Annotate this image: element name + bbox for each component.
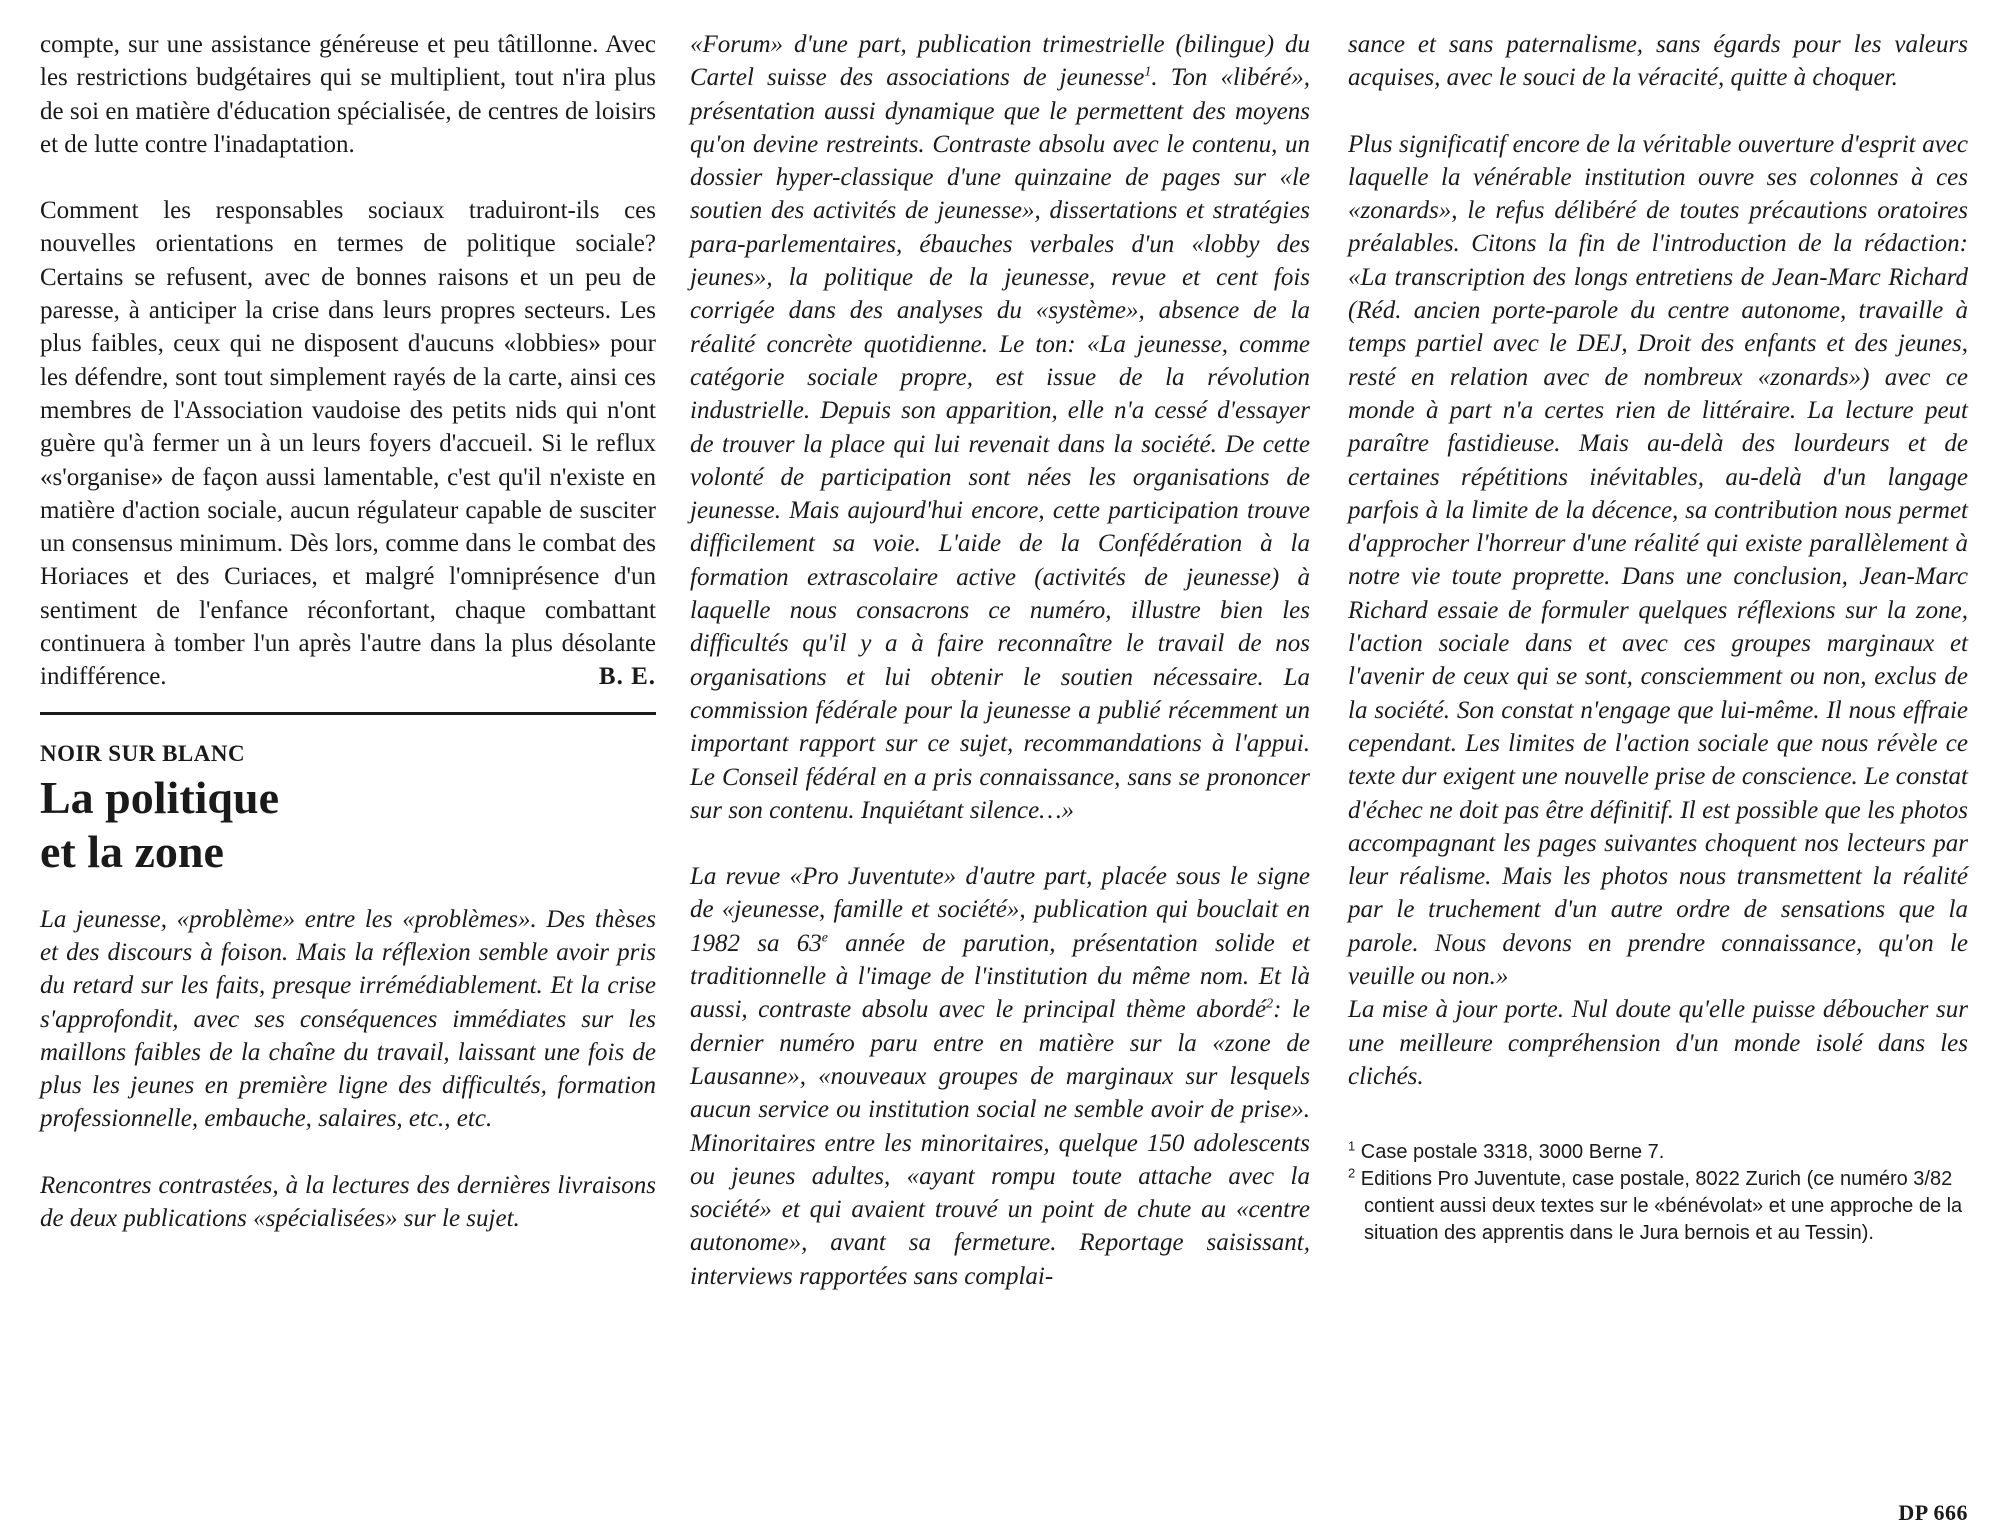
author-signature: B. E. <box>598 663 656 691</box>
paragraph-encounters: Rencontres contrastées, à la lectures des dernières livraisons de deux publications «spécialisées» sur le sujet. <box>40 1171 656 1233</box>
paragraph-continuation: sance et sans paternalisme, sans égards pour les valeurs acquises, avec le souci de la véracité, quitte à choquer. <box>1348 31 1968 92</box>
page-folio: DP 666 <box>1898 1500 1968 1525</box>
paragraph-gap <box>40 161 656 194</box>
footnotes <box>1348 1139 1968 1247</box>
forum-text-rest: . Ton «libéré», présentation aussi dynamique que le permettent des moyens qu'on devine restreints. Contraste absolu avec le contenu, un dossier hyper-classique d'une quinzaine de pages sur «le soutien des activités de jeunesse», dissertations et stratégies para-parlementaires, ébauches verbales d'un «lobby des jeunes», la politique de la jeunesse, revue et cent fois corrigée dans des analyses du «système», absence de la réalité concrète quotidienne. Le ton: «La jeunesse, comme catégorie sociale propre, est issue de la révolution industrielle. Depuis son apparition, elle n'a cessé d'essayer de trouver la place qui lui revenait dans la société. De cette volonté de participation sont nées les organisations de jeunesse. Mais aujourd'hui encore, cette participation trouve difficilement sa voie. L'aide de la Confédération à la formation extrascolaire active (activités de jeunesse) à laquelle nous consacrons ce numéro, illustre bien les difficultés qu'il y a à faire reconnaître le travail de nos organisations et lui obtenir le soutien nécessaire. La commission fédérale pour la jeunesse a publié récemment un important rapport sur ce sujet, recommandations à l'appui. Le Conseil fédéral en a pris connaissance, sans se prononcer sur son contenu. Inquiétant silence…» <box>690 64 1311 824</box>
footnote-1-mark: 1 <box>1348 1138 1356 1154</box>
footnote-ref-1: 1 <box>1144 64 1152 80</box>
pj-text-start: La revue «Pro Juventute» d'autre part, placée sous le signe de «jeunesse, famille et société», publication qui bouclait en 1982 sa 63 <box>690 863 1310 957</box>
section-rubric: NOIR SUR BLANC <box>40 740 246 766</box>
footnote-1-text: Case postale 3318, 3000 Berne 7. <box>1355 1141 1665 1164</box>
pj-text-middle: année de parution, présentation solide et traditionnelle à l'image de l'institution du même nom. Et là aussi, contraste absolu avec le principal thème abordé <box>690 929 1310 1024</box>
ordinal-suffix: e <box>821 930 828 946</box>
footnote-2-text: Editions Pro Juventute, case postale, 8022 Zurich (ce numéro 3/82 contient aussi deux textes sur le «bénévolat» et une approche de la situation des apprentis dans le Jura bernois et au Tessin). <box>1355 1168 1963 1245</box>
column-left <box>40 28 656 1235</box>
column-right <box>1348 28 1968 1247</box>
footnote-1 <box>1348 1139 1968 1166</box>
section-divider <box>40 712 656 715</box>
paragraph-previous-article-end: compte, sur une assistance généreuse et peu tâtillonne. Avec les restrictions budgétaires qui se multiplient, tout n'ira plus de soi en matière d'éducation spécialisée, de centres de loisirs et de lutte contre l'inadaptation. <box>40 31 656 158</box>
paragraph-pro-juventute <box>690 860 1310 1293</box>
article-headline <box>40 771 656 879</box>
paragraph-intro: La jeunesse, «problème» entre les «problèmes». Des thèses et des discours à foison. Mais la réflexion semble avoir pris du retard sur les faits, presque irrémédiablement. Et la crise s'approfondit, avec ses conséquences immédiates sur les maillons faibles de la chaîne du travail, laissant une fois de plus les jeunes en première ligne des difficultés, formation professionnelle, embauche, salaires, etc., etc. <box>40 905 656 1133</box>
paragraph-gap <box>690 827 1310 860</box>
footnote-2 <box>1348 1166 1968 1247</box>
column-middle <box>690 28 1310 1293</box>
footnote-ref-2: 2 <box>1266 996 1274 1012</box>
headline-line-1: La politique <box>40 771 280 823</box>
paragraph-forum <box>690 28 1310 827</box>
headline-line-2: et la zone <box>40 825 224 877</box>
footnote-2-mark: 2 <box>1348 1165 1356 1181</box>
paragraph-openness: Plus significatif encore de la véritable ouverture d'esprit avec laquelle la vénérable institution ouvre ses colonnes à ces «zonards», le refus délibéré de toutes précautions oratoires préalables. Citons la fin de l'introduction de la rédaction: «La transcription des longs entretiens de Jean-Marc Richard (Réd. ancien porte-parole du centre autonome, travaille à temps partiel avec le DEJ, Droit des enfants et des jeunes, resté en relation avec de nombreux «zonards») avec ce monde à part n'a certes rien de littéraire. La lecture peut paraître fastidieuse. Mais au-delà des lourdeurs et de certaines répétitions inévitables, au-delà d'un langage parfois à la limite de la décence, sa contribution nous permet d'approcher l'horreur d'une réalité qui existe parallèlement à notre vie toute proprette. Dans une conclusion, Jean-Marc Richard essaie de formuler quelques réflexions sur la zone, l'action sociale dans et avec ces groupes marginaux et l'avenir de ceux qui se sont, consciemment ou non, exclus de la société. Son constat n'engage que lui-même. Il nous effraie cependant. Les limites de l'action sociale que nous révèle ce texte dur exigent une nouvelle prise de conscience. Le constat d'échec ne doit pas être définitif. Il est possible que les photos accompagnant les pages suivantes choquent nos lecteurs par leur réalisme. Mais les photos nous transmettent la réalité par le truchement d'un autre ordre de sensations que la parole. Nous devons en prendre connaissance, qu'on le veuille ou non.» <box>1348 130 1968 991</box>
pj-text-rest: : le dernier numéro paru entre en matière sur la «zone de Lausanne», «nouveaux groupes de marginaux sur lesquels aucun service ou institution social ne semble avoir de prise». Minoritaires entre les minoritaires, quelque 150 adolescents ou jeunes adultes, «ayant rompu toute attache avec la société» et qui avaient trouvé un point de chute au «centre autonome», avant sa fermeture. Reportage saisissant, interviews rapportées sans complai- <box>690 996 1310 1290</box>
forum-text-start: «Forum» d'une part, publication trimestrielle (bilingue) du Cartel suisse des associations de jeunesse <box>690 31 1310 92</box>
paragraph-gap <box>40 1136 656 1169</box>
paragraph-gap <box>1348 95 1968 128</box>
paragraph-conclusion: La mise à jour porte. Nul doute qu'elle puisse déboucher sur une meilleure compréhension d'un monde isolé dans les clichés. <box>1348 996 1968 1090</box>
paragraph-social-policy: Comment les responsables sociaux traduiront-ils ces nouvelles orientations en termes de politique sociale? Certains se refusent, avec de bonnes raisons et un peu de paresse, à anticiper la crise dans leurs propres secteurs. Les plus faibles, ceux qui ne disposent d'aucuns «lobbies» pour les défendre, sont tout simplement rayés de la carte, ainsi ces membres de l'Association vaudoise des petits nids qui n'ont guère qu'à fermer un à un leurs foyers d'accueil. Si le reflux «s'organise» de façon aussi lamentable, c'est qu'il n'existe en matière d'action sociale, aucun régulateur capable de susciter un consensus minimum. Dès lors, comme dans le combat des Horiaces et des Curiaces, et malgré l'omniprésence d'un sentiment de l'enfance réconfortant, chaque combattant continuera à tomber l'un après l'autre dans la plus désolante indifférence. <box>40 197 656 691</box>
